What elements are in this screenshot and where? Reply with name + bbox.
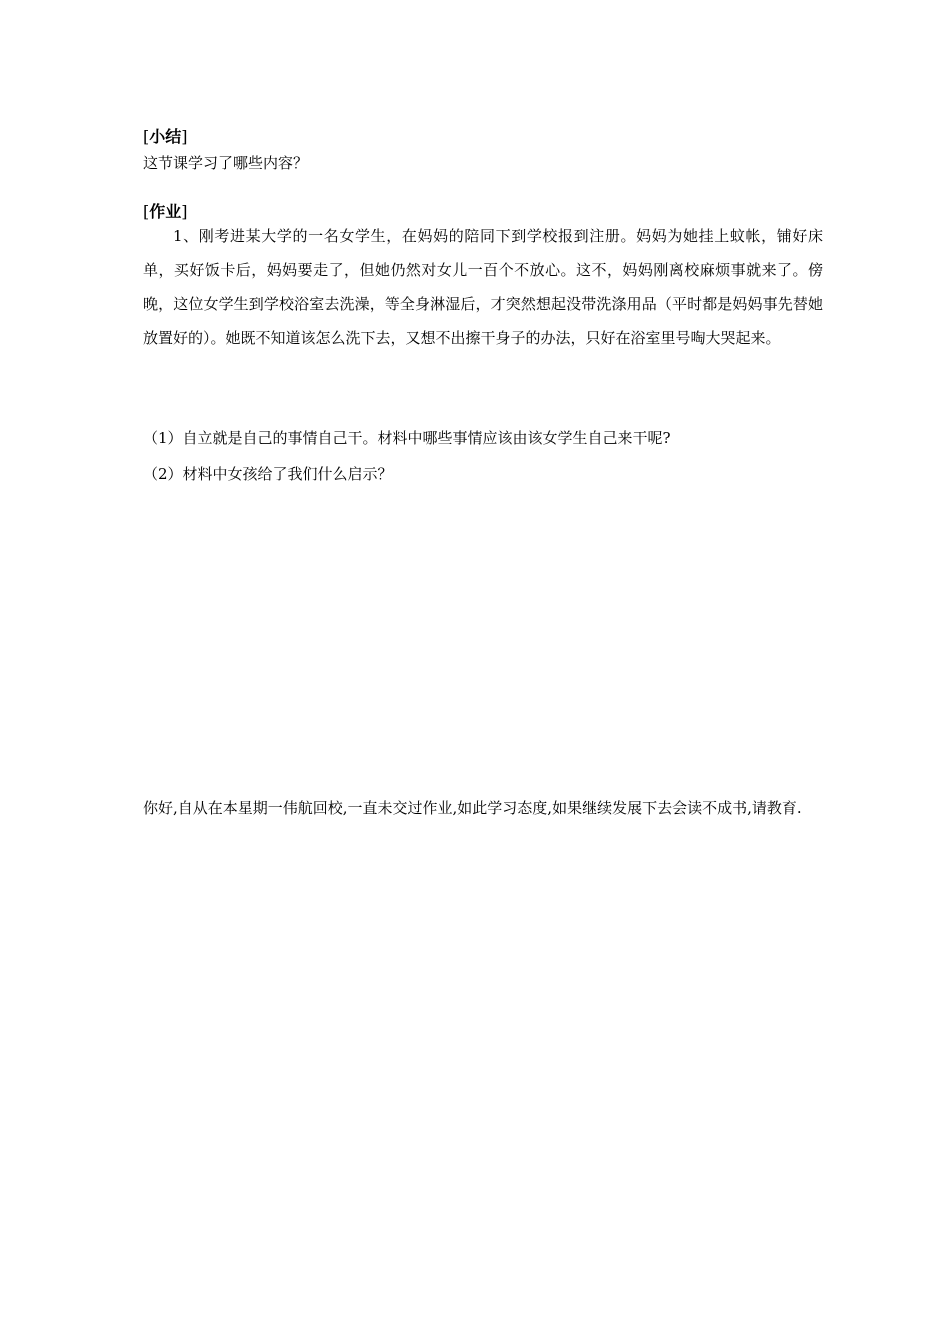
summary-question: 这节课学习了哪些内容？: [143, 154, 309, 172]
homework-question-1: （1）自立就是自己的事情自己干。材料中哪些事情应该由该女学生自己来干呢?: [143, 429, 671, 447]
summary-heading-open-bracket: [: [143, 127, 150, 146]
homework-heading-label: 作业: [149, 202, 182, 221]
summary-heading-close-bracket: ]: [181, 127, 188, 146]
homework-heading-open-bracket: [: [143, 202, 150, 221]
homework-heading-close-bracket: ]: [181, 202, 188, 221]
teacher-note: 你好,自从在本星期一伟航回校,一直未交过作业,如此学习态度,如果继续发展下去会读不成书,请教育.: [143, 799, 802, 817]
homework-material: 1、刚考进某大学的一名女学生，在妈妈的陪同下到学校报到注册。妈妈为她挂上蚊帐，铺好床单，买好饭卡后，妈妈要走了，但她仍然对女儿一百个不放心。这不，妈妈刚离校麻烦事就来了。傍晚，这位女学生到学校浴室去洗澡，等全身淋湿后，才突然想起没带洗涤用品（平时都是妈妈事先替她放置好的）。她既不知道该怎么洗下去，又想不出擦干身子的办法，只好在浴室里号啕大哭起来。: [143, 227, 823, 347]
summary-heading-label: 小结: [149, 127, 182, 146]
homework-question-2: （2）材料中女孩给了我们什么启示？: [143, 465, 393, 483]
summary-heading: [143, 127, 188, 147]
